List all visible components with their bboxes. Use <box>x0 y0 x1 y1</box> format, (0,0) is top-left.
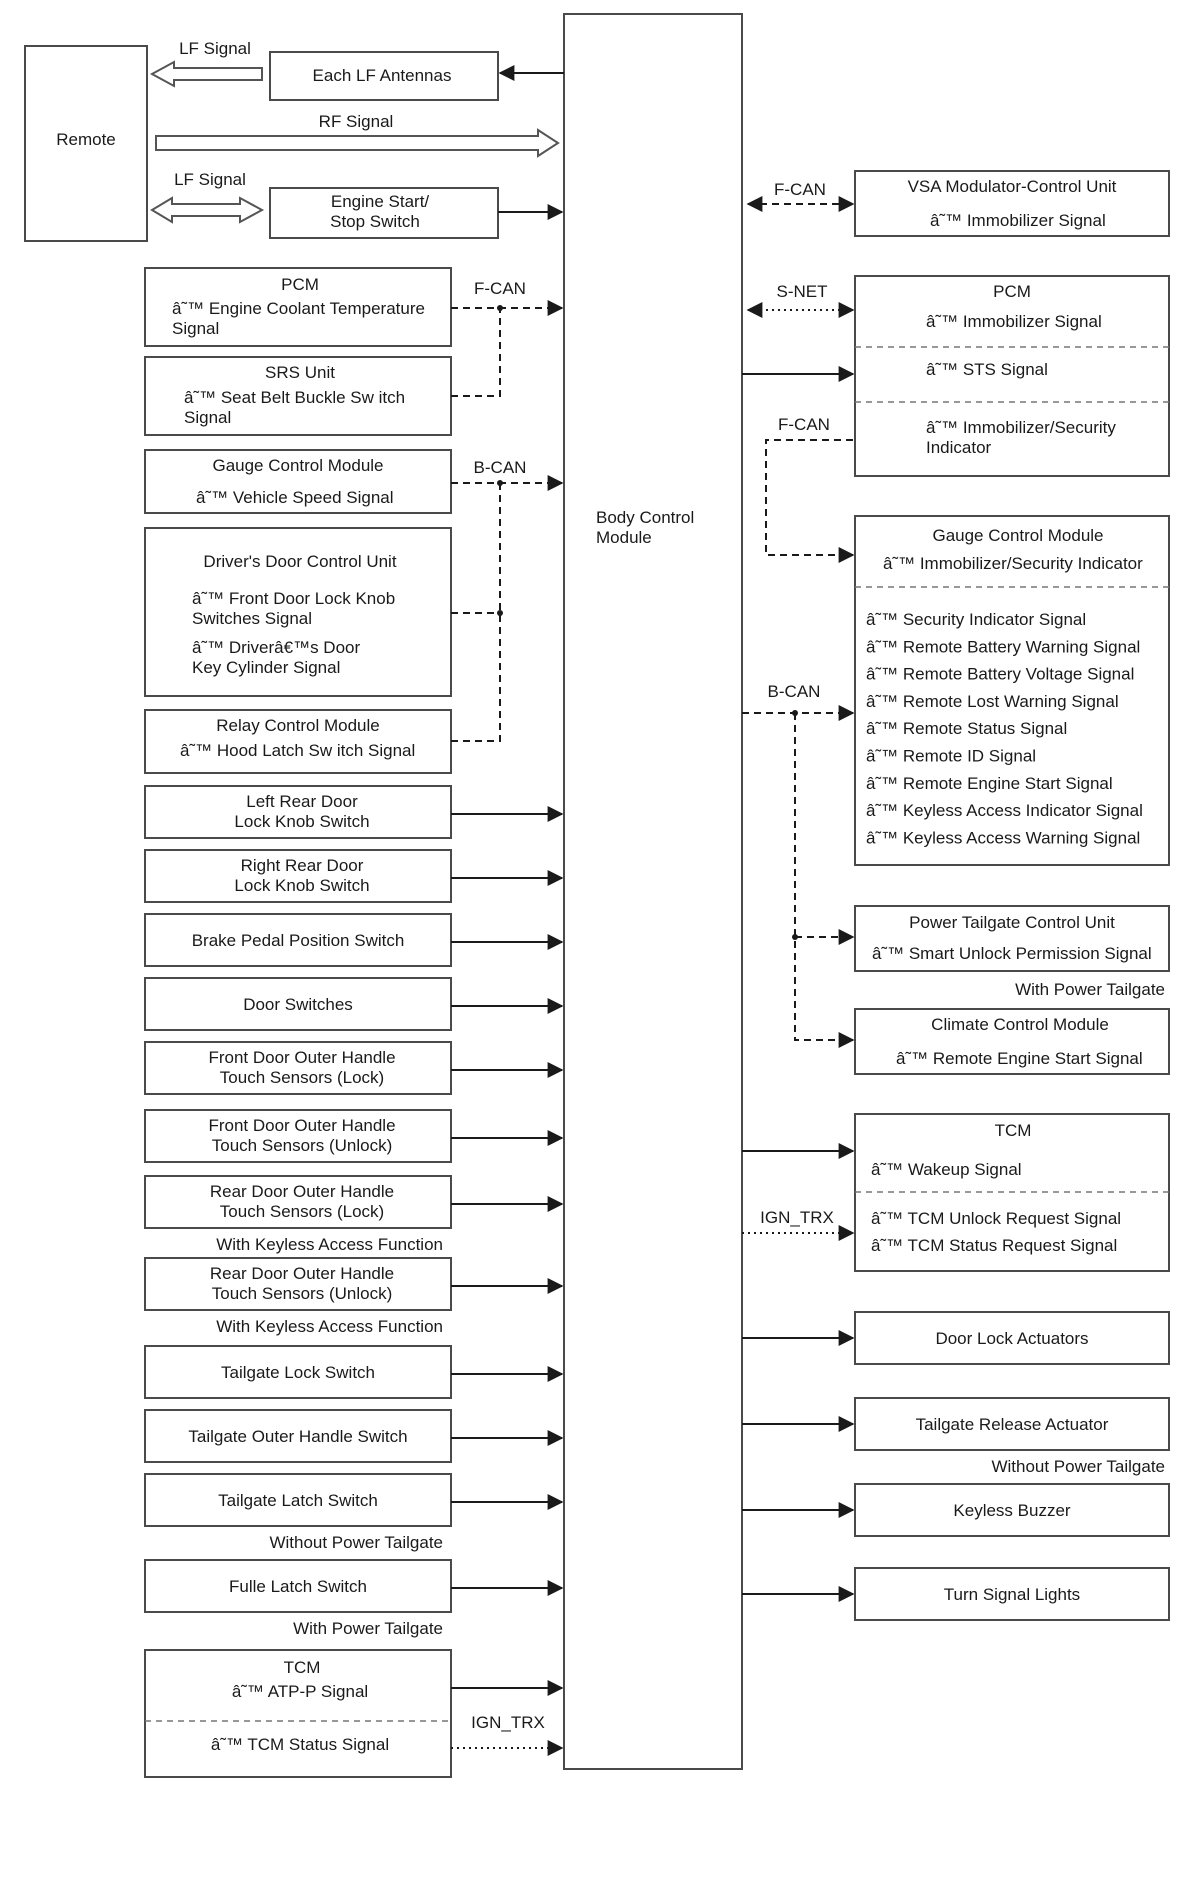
left-bcan-label: B-CAN <box>473 458 527 477</box>
gauge-signal-line: â˜™ Security Indicator Signal <box>866 610 1087 629</box>
gauge-signal-line: â˜™ Remote Battery Voltage Signal <box>866 664 1135 684</box>
left-tcm-title: TCM <box>283 1658 321 1677</box>
right-fcan-label-2: F-CAN <box>778 415 830 434</box>
lf-signal-top-arrow <box>152 62 262 86</box>
right-pcm-line-2: â˜™ STS Signal <box>926 360 1048 379</box>
left-pcm-line-1: â˜™ Engine Coolant Temperature <box>172 299 425 318</box>
input-switch-label: Fulle Latch Switch <box>229 1577 367 1596</box>
vsa-title: VSA Modulator-Control Unit <box>907 177 1117 196</box>
gauge-signal-line: â˜™ Remote Battery Warning Signal <box>866 637 1141 657</box>
right-tcm-line-1: â˜™ Wakeup Signal <box>871 1160 1022 1179</box>
right-bcan-junction-1 <box>792 710 798 716</box>
lf-signal-top-label: LF Signal <box>179 39 251 58</box>
rf-signal-arrow <box>156 130 558 156</box>
bcm-label-2: Module <box>596 528 652 547</box>
output-device-note: Without Power Tailgate <box>991 1457 1165 1476</box>
input-switch-label: Left Rear Door <box>246 792 358 811</box>
output-device-label: Tailgate Release Actuator <box>915 1415 1109 1434</box>
right-ign-label: IGN_TRX <box>760 1208 834 1227</box>
driver-door-line-2: Switches Signal <box>192 609 313 628</box>
right-pcm-gauge-fcan-line <box>766 440 853 555</box>
right-tcm-line-2: â˜™ TCM Unlock Request Signal <box>871 1209 1122 1228</box>
right-gauge-title: Gauge Control Module <box>932 526 1104 545</box>
input-switch-label: Lock Knob Switch <box>234 812 370 831</box>
left-bcan-junction-2 <box>497 610 503 616</box>
left-fcan-junction <box>497 305 503 311</box>
right-tcm-title: TCM <box>994 1121 1032 1140</box>
right-fcan-label-1: F-CAN <box>774 180 826 199</box>
left-fcan-label: F-CAN <box>474 279 526 298</box>
right-pcm-line-3: â˜™ Immobilizer/Security <box>926 418 1116 437</box>
input-switch-note: With Power Tailgate <box>293 1619 443 1638</box>
gauge-signal-line: â˜™ Remote ID Signal <box>866 746 1037 766</box>
relay-line-1: â˜™ Hood Latch Sw itch Signal <box>180 741 416 760</box>
gauge-signal-line: â˜™ Remote Engine Start Signal <box>866 773 1113 793</box>
right-pcm-title: PCM <box>993 282 1031 301</box>
relay-title: Relay Control Module <box>216 716 380 735</box>
left-tcm-line-1: â˜™ ATP-P Signal <box>231 1682 369 1701</box>
climate-title: Climate Control Module <box>931 1015 1109 1034</box>
left-bcan-junction-1 <box>497 480 503 486</box>
left-gauge-line-1: â˜™ Vehicle Speed Signal <box>196 488 394 507</box>
right-output-devices <box>742 1312 1169 1620</box>
climate-line-1: â˜™ Remote Engine Start Signal <box>896 1049 1143 1068</box>
left-tcm-line-2: â˜™ TCM Status Signal <box>210 1735 390 1754</box>
input-switch-label: Touch Sensors (Unlock) <box>211 1284 393 1303</box>
snet-label: S-NET <box>776 282 828 301</box>
input-switch-label: Lock Knob Switch <box>234 876 370 895</box>
output-device-label: Turn Signal Lights <box>943 1585 1081 1604</box>
input-switch-note: With Keyless Access Function <box>216 1235 443 1254</box>
input-switch-label: Front Door Outer Handle <box>208 1116 396 1135</box>
right-bcan-junction-2 <box>792 934 798 940</box>
input-switch-label: Brake Pedal Position Switch <box>191 931 405 950</box>
right-tcm-line-3: â˜™ TCM Status Request Signal <box>871 1236 1118 1255</box>
input-switch-label: Rear Door Outer Handle <box>209 1264 395 1283</box>
gauge-signal-line: â˜™ Remote Lost Warning Signal <box>866 691 1119 711</box>
srs-line-1: â˜™ Seat Belt Buckle Sw itch <box>184 388 406 407</box>
input-switch-label: Touch Sensors (Unlock) <box>211 1136 393 1155</box>
left-input-switches <box>145 786 562 1638</box>
input-switch-label: Tailgate Latch Switch <box>218 1491 378 1510</box>
input-switch-note: With Keyless Access Function <box>216 1317 443 1336</box>
srs-title: SRS Unit <box>265 363 335 382</box>
engine-start-line-2: Stop Switch <box>330 212 420 231</box>
right-pcm-line-1: â˜™ Immobilizer Signal <box>926 312 1102 331</box>
engine-start-line-1: Engine Start/ <box>330 192 430 211</box>
left-gauge-title: Gauge Control Module <box>212 456 384 475</box>
gauge-signal-line: â˜™ Remote Status Signal <box>866 719 1068 739</box>
driver-door-title: Driver's Door Control Unit <box>203 552 397 571</box>
output-device-label: Door Lock Actuators <box>935 1329 1089 1348</box>
rf-signal-label: RF Signal <box>318 112 394 131</box>
input-switch-label: Door Switches <box>243 995 353 1014</box>
input-switch-label: Right Rear Door <box>240 856 364 875</box>
input-switch-note: Without Power Tailgate <box>269 1533 443 1552</box>
lf-signal-bottom-label: LF Signal <box>174 170 246 189</box>
srs-fcan-line <box>451 308 500 396</box>
driver-door-line-4: Key Cylinder Signal <box>192 658 341 677</box>
input-switch-label: Touch Sensors (Lock) <box>219 1202 385 1221</box>
bcm-label-1: Body Control <box>596 508 695 527</box>
right-bcan-label: B-CAN <box>767 682 821 701</box>
left-pcm-title: PCM <box>281 275 319 294</box>
vsa-line-1: â˜™ Immobilizer Signal <box>930 211 1106 230</box>
right-pcm-line-4: Indicator <box>926 438 992 457</box>
remote-label: Remote <box>56 130 116 149</box>
input-switch-label: Rear Door Outer Handle <box>209 1182 395 1201</box>
power-tailgate-note: With Power Tailgate <box>1015 980 1165 999</box>
srs-line-2: Signal <box>184 408 232 427</box>
left-pcm-line-2: Signal <box>172 319 220 338</box>
power-tailgate-line-1: â˜™ Smart Unlock Permission Signal <box>872 944 1152 963</box>
gauge-signal-line: â˜™ Keyless Access Warning Signal <box>866 828 1141 848</box>
right-bcan-bus <box>795 713 853 1040</box>
output-device-label: Keyless Buzzer <box>953 1501 1071 1520</box>
input-switch-label: Front Door Outer Handle <box>208 1048 396 1067</box>
power-tailgate-title: Power Tailgate Control Unit <box>909 913 1115 932</box>
driver-door-line-3: â˜™ Driverâ€™s Door <box>192 638 361 657</box>
left-ign-label: IGN_TRX <box>471 1713 545 1732</box>
body-control-module-box <box>564 14 742 1769</box>
input-switch-label: Touch Sensors (Lock) <box>219 1068 385 1087</box>
gauge-signal-line: â˜™ Keyless Access Indicator Signal <box>866 801 1143 821</box>
driver-door-line-1: â˜™ Front Door Lock Knob <box>192 589 396 608</box>
input-switch-label: Tailgate Lock Switch <box>220 1363 376 1382</box>
input-switch-label: Tailgate Outer Handle Switch <box>188 1427 408 1446</box>
lf-antennas-label: Each LF Antennas <box>312 66 452 85</box>
right-gauge-top-line: â˜™ Immobilizer/Security Indicator <box>883 554 1143 573</box>
lf-signal-bottom-arrow <box>152 198 262 222</box>
